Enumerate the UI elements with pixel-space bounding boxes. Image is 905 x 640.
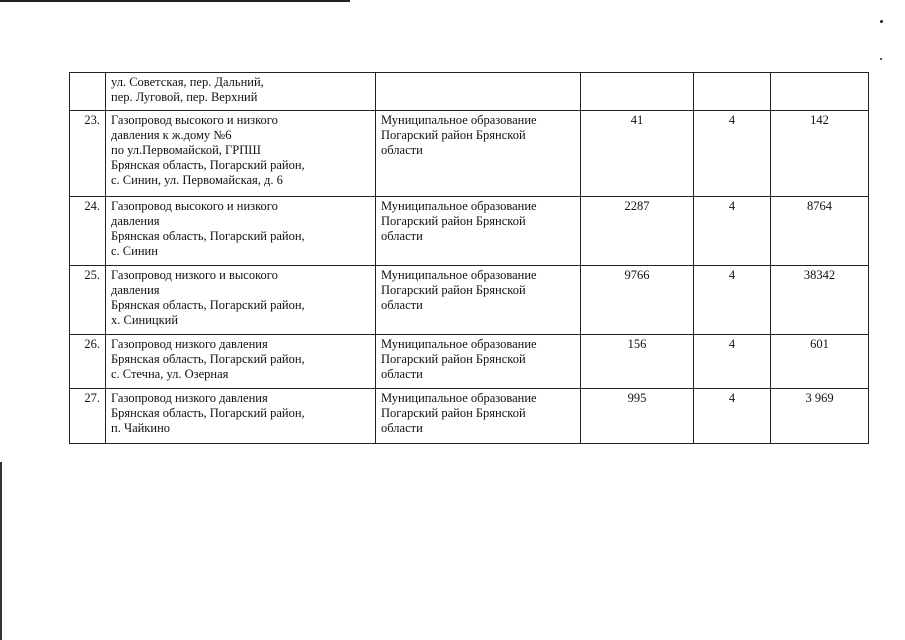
object-name-line: Газопровод высокого и низкого: [111, 199, 278, 213]
object-name-line: по ул.Первомайской, ГРПШ: [111, 143, 261, 157]
scan-speck: [880, 58, 882, 60]
scan-speck: [880, 20, 883, 23]
length-cell: 156: [581, 335, 694, 389]
owner-line: Погарский район Брянской: [381, 214, 526, 228]
owner-line: Муниципальное образование: [381, 113, 537, 127]
category-cell: 4: [694, 266, 771, 335]
table-row: [70, 73, 869, 111]
object-name-cell: [106, 389, 376, 444]
owner-line: области: [381, 229, 423, 243]
owner-cell: [376, 266, 581, 335]
row-number: 27.: [70, 389, 106, 444]
object-name-cell: [106, 73, 376, 111]
object-name-line: Газопровод низкого давления: [111, 391, 268, 405]
value-cell: 8764: [771, 197, 869, 266]
owner-cell: [376, 111, 581, 197]
category-cell: [694, 73, 771, 111]
gas-pipeline-table: [69, 72, 869, 444]
length-cell: 41: [581, 111, 694, 197]
object-name-line: давления: [111, 283, 160, 297]
object-name-line: Газопровод низкого давления: [111, 337, 268, 351]
object-name-line: с. Синин: [111, 244, 158, 258]
object-name-cell: [106, 197, 376, 266]
owner-cell: [376, 197, 581, 266]
category-cell: 4: [694, 335, 771, 389]
object-name-line: с. Синин, ул. Первомайская, д. 6: [111, 173, 283, 187]
object-name-line: Брянская область, Погарский район,: [111, 158, 305, 172]
owner-cell: [376, 335, 581, 389]
object-name-cell: [106, 266, 376, 335]
row-number: 23.: [70, 111, 106, 197]
page-top-rule: [0, 0, 350, 2]
table-body: [70, 73, 869, 444]
row-number: 26.: [70, 335, 106, 389]
object-name-line: х. Синицкий: [111, 313, 179, 327]
object-name-line: Брянская область, Погарский район,: [111, 352, 305, 366]
owner-line: Погарский район Брянской: [381, 283, 526, 297]
length-cell: 9766: [581, 266, 694, 335]
object-name-cell: [106, 111, 376, 197]
object-name-line: Газопровод высокого и низкого: [111, 113, 278, 127]
category-cell: 4: [694, 197, 771, 266]
length-cell: [581, 73, 694, 111]
value-cell: [771, 73, 869, 111]
object-name-line: п. Чайкино: [111, 421, 171, 435]
owner-line: Муниципальное образование: [381, 268, 537, 282]
value-cell: 601: [771, 335, 869, 389]
owner-line: области: [381, 421, 423, 435]
table-row: [70, 111, 869, 197]
owner-line: Муниципальное образование: [381, 391, 537, 405]
object-name-cell: [106, 335, 376, 389]
object-name-line: с. Стечна, ул. Озерная: [111, 367, 229, 381]
category-cell: 4: [694, 389, 771, 444]
owner-line: области: [381, 143, 423, 157]
row-number: 25.: [70, 266, 106, 335]
object-name-line: давления: [111, 214, 160, 228]
owner-line: Погарский район Брянской: [381, 406, 526, 420]
owner-line: Погарский район Брянской: [381, 128, 526, 142]
object-name-line: пер. Луговой, пер. Верхний: [111, 90, 258, 104]
object-name-line: давления к ж.дому №6: [111, 128, 232, 142]
object-name-line: Брянская область, Погарский район,: [111, 229, 305, 243]
table-row: [70, 197, 869, 266]
owner-line: области: [381, 298, 423, 312]
value-cell: 38342: [771, 266, 869, 335]
object-name-line: Газопровод низкого и высокого: [111, 268, 278, 282]
owner-line: области: [381, 367, 423, 381]
scan-edge-line: [0, 462, 2, 640]
owner-line: Муниципальное образование: [381, 337, 537, 351]
object-name-line: ул. Советская, пер. Дальний,: [111, 75, 264, 89]
table-row: [70, 389, 869, 444]
row-number: [70, 73, 106, 111]
value-cell: 142: [771, 111, 869, 197]
owner-cell: [376, 73, 581, 111]
table-row: [70, 335, 869, 389]
owner-line: Погарский район Брянской: [381, 352, 526, 366]
length-cell: 2287: [581, 197, 694, 266]
value-cell: 3 969: [771, 389, 869, 444]
owner-cell: [376, 389, 581, 444]
length-cell: 995: [581, 389, 694, 444]
owner-line: Муниципальное образование: [381, 199, 537, 213]
category-cell: 4: [694, 111, 771, 197]
table-row: [70, 266, 869, 335]
row-number: 24.: [70, 197, 106, 266]
object-name-line: Брянская область, Погарский район,: [111, 298, 305, 312]
object-name-line: Брянская область, Погарский район,: [111, 406, 305, 420]
